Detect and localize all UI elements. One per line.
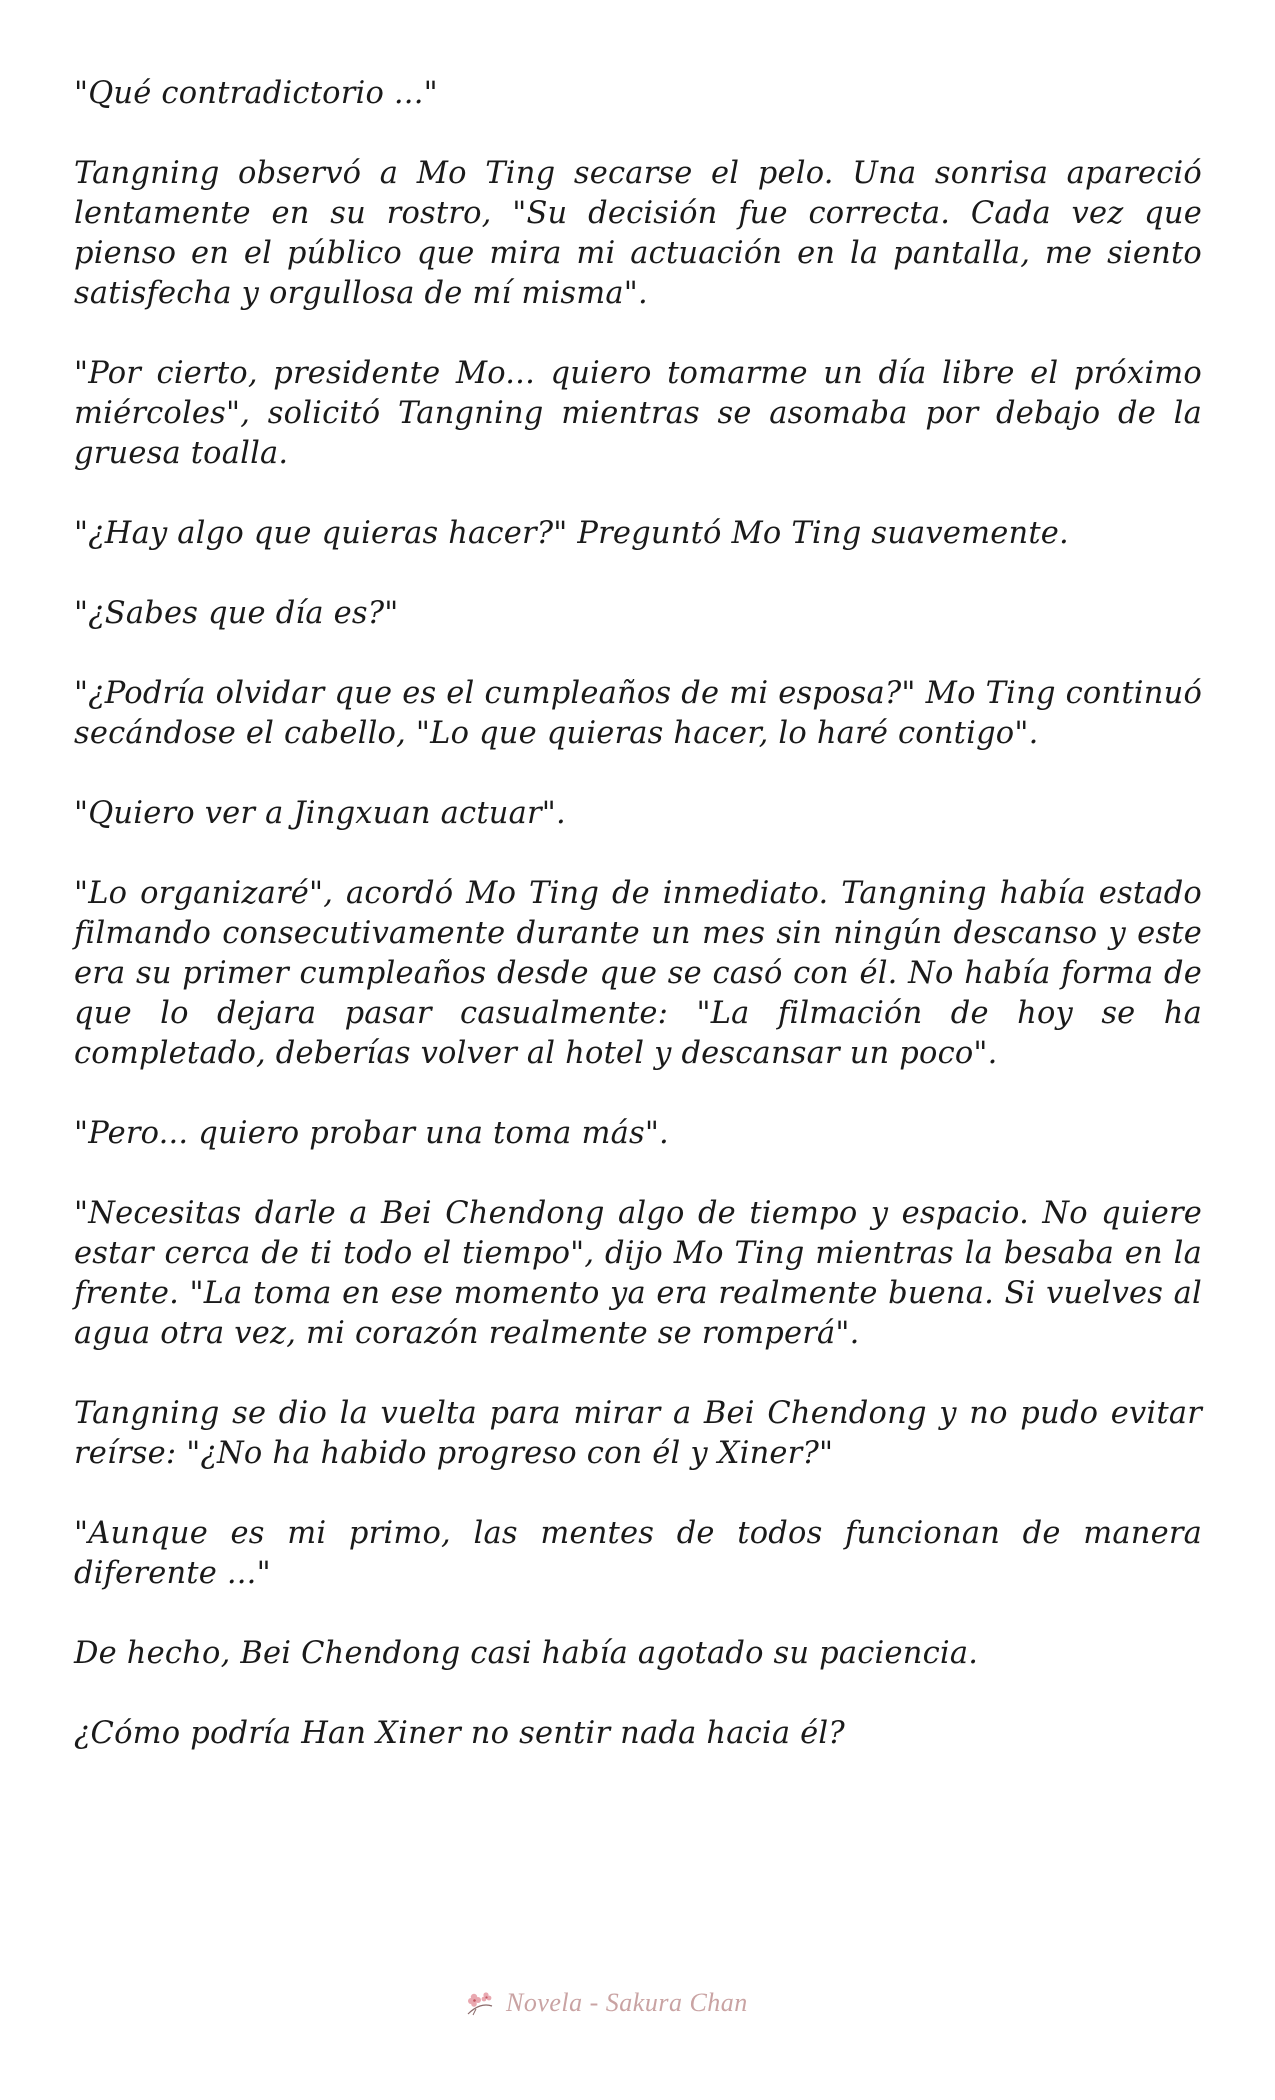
document-body (74, 74, 1202, 1794)
paragraph: "¿Podría olvidar que es el cumpleaños de mi esposa?" Mo Ting continuó secándose el cabello, "Lo que quieras hacer, lo haré contigo". (74, 676, 1202, 751)
watermark-text: Novela - Sakura Chan (506, 1988, 748, 2017)
paragraph: De hecho, Bei Chendong casi había agotado su paciencia. (74, 1636, 979, 1671)
paragraph: "Quiero ver a Jingxuan actuar". (74, 796, 566, 831)
paragraph: Tangning observó a Mo Ting secarse el pelo. Una sonrisa apareció lentamente en su rostro, "Su decisión fue correcta. Cada vez que pienso en el público que mira mi actuación en la pantalla, me siento satisfecha y orgullosa de mí misma". (74, 156, 1202, 311)
paragraph: ¿Cómo podría Han Xiner no sentir nada hacia él? (74, 1716, 845, 1751)
paragraph: "¿Sabes que día es?" (74, 596, 399, 631)
cherry-blossom-icon (464, 1988, 498, 2018)
paragraph: "Necesitas darle a Bei Chendong algo de tiempo y espacio. No quiere estar cerca de ti todo el tiempo", dijo Mo Ting mientras la besaba en la frente. "La toma en ese momento ya era realmente buena. Si vuelves al agua otra vez, mi corazón realmente se romperá". (74, 1196, 1202, 1351)
paragraph: "¿Hay algo que quieras hacer?" Preguntó Mo Ting suavemente. (74, 516, 1069, 551)
paragraph: "Pero... quiero probar una toma más". (74, 1116, 669, 1151)
paragraph: "Qué contradictorio ..." (74, 76, 438, 111)
paragraph: "Por cierto, presidente Mo... quiero tomarme un día libre el próximo miércoles", solicitó Tangning mientras se asomaba por debajo de la gruesa toalla. (74, 356, 1202, 471)
paragraph: "Lo organizaré", acordó Mo Ting de inmediato. Tangning había estado filmando consecutivamente durante un mes sin ningún descanso y este era su primer cumpleaños desde que se casó con él. No había forma de que lo dejara pasar casualmente: "La filmación de hoy se ha completado, deberías volver al hotel y descansar un poco". (74, 876, 1202, 1071)
paragraph: "Aunque es mi primo, las mentes de todos funcionan de manera diferente ..." (74, 1516, 1202, 1591)
paragraph: Tangning se dio la vuelta para mirar a Bei Chendong y no pudo evitar reírse: "¿No ha habido progreso con él y Xiner?" (74, 1396, 1202, 1471)
watermark (464, 1988, 748, 2018)
